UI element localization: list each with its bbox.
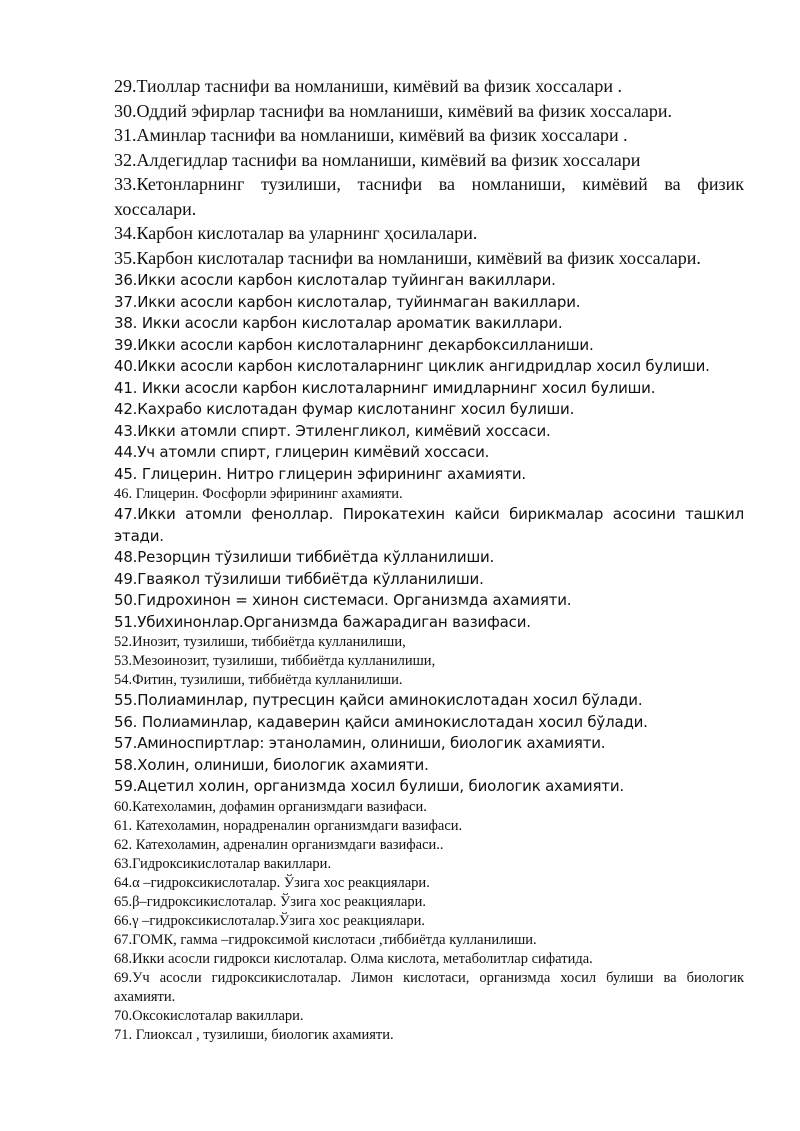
list-item: 31.Аминлар таснифи ва номланиши, кимёвий ва физик хоссалари . [114,125,628,145]
list-item: 52.Инозит, тузилиши, тиббиётда кулланилиши, [114,634,406,650]
list-item: 36.Икки асосли карбон кислоталар туйинган вакиллари. [114,271,556,289]
list-item: 71. Глиоксал , тузилиши, биологик ахамияти. [114,1026,394,1043]
list-item: 30.Оддий эфирлар таснифи ва номланиши, кимёвий ва физик хоссалари. [114,100,673,121]
list-item: 48.Резорцин тўзилиши тиббиётда кўлланилиши. [114,548,495,566]
list-item: 60.Катехоламин, дофамин организмдаги вазифаси. [114,798,427,815]
list-item: 63.Гидроксикислоталар вакиллари. [114,855,332,872]
list-item: 54.Фитин, тузилиши, тиббиётда кулланилиши. [114,672,403,688]
list-item: 58.Холин, олиниши, биологик ахамияти. [114,755,429,774]
list-item: 46. Глицерин. Фосфорли эфирининг ахамияти. [114,486,403,502]
list-item: 67.ГОМК, гамма –гидроксимой кислотаси ,тиббиётда кулланилиши. [114,931,537,948]
list-item: 62. Катехоламин, адреналин организмдаги вазифаси.. [114,836,444,853]
list-item: 56. Полиаминлар, кадаверин қайси аминокислотадан хосил бўлади. [114,712,648,731]
list-item: 40.Икки асосли карбон кислоталарнинг циклик ангидридлар хосил булиши. [114,357,710,375]
question-list [114,74,744,1045]
list-item: 65.β–гидроксикислоталар. Ўзига хос реакциялари. [114,893,426,910]
list-item: 37.Икки асосли карбон кислоталар, туйинмаган вакиллари. [114,292,581,311]
list-item: 57.Аминоспиртлар: этаноламин, олиниши, биологик ахамияти. [114,734,606,752]
list-item: 42.Кахрабо кислотадан фумар кислотанинг хосил булиши. [114,400,575,418]
list-item: 39.Икки асосли карбон кислоталарнинг декарбоксилланиши. [114,335,594,354]
list-item: 49.Гваякол тўзилиши тиббиётда кўлланилиши. [114,569,484,588]
list-item: 50.Гидрохинон = хинон системаси. Организмда ахамияти. [114,591,572,609]
list-item: 44.Уч атомли спирт, глицерин кимёвий хоссаси. [114,443,490,461]
list-item: 35.Карбон кислоталар таснифи ва номланиши, кимёвий ва физик хоссалари. [114,247,701,268]
list-item: 70.Оксокислоталар вакиллари. [114,1007,304,1024]
list-item: 55.Полиаминлар, путресцин қайси аминокислотадан хосил бўлади. [114,691,643,709]
list-item: 64.α –гидроксикислоталар. Ўзига хос реакциялари. [114,874,430,891]
list-item: 69.Уч асосли гидроксикислоталар. Лимон кислотаси, организмда хосил булиши ва биологик ахамияти. [114,969,744,1005]
list-item: 66.γ –гидроксикислоталар.Ўзига хос реакциялари. [114,912,425,929]
list-item: 33.Кетонларнинг тузилиши, таснифи ва номланиши, кимёвий ва физик хоссалари. [114,174,744,219]
list-item: 61. Катехоламин, норадреналин организмдаги вазифаси. [114,817,463,834]
list-item: 29.Тиоллар таснифи ва номланиши, кимёвий ва физик хоссалари . [114,76,622,96]
list-item: 53.Мезоинозит, тузилиши, тиббиётда кулланилиши, [114,653,436,669]
list-item: 34.Карбон кислоталар ва уларнинг ҳосилалари. [114,223,478,243]
list-item: 51.Убихинонлар.Организмда бажарадиган вазифаси. [114,612,531,631]
list-item: 45. Глицерин. Нитро глицерин эфирининг ахамияти. [114,464,526,483]
list-item: 38. Икки асосли карбон кислоталар ароматик вакиллари. [114,314,563,332]
list-item: 32.Алдегидлар таснифи ва номланиши, кимёвий ва физик хоссалари [114,149,641,170]
list-item: 41. Икки асосли карбон кислоталарнинг имидларнинг хосил булиши. [114,378,656,397]
list-item: 47.Икки атомли феноллар. Пирокатехин кайси бирикмалар асосини ташкил этади. [114,505,744,545]
list-item: 59.Ацетил холин, организмда хосил булиши, биологик ахамияти. [114,777,624,795]
list-item: 68.Икки асосли гидрокси кислоталар. Олма кислота, метаболитлар сифатида. [114,950,593,967]
list-item: 43.Икки атомли спирт. Этиленгликол, кимёвий хоссаси. [114,421,551,440]
